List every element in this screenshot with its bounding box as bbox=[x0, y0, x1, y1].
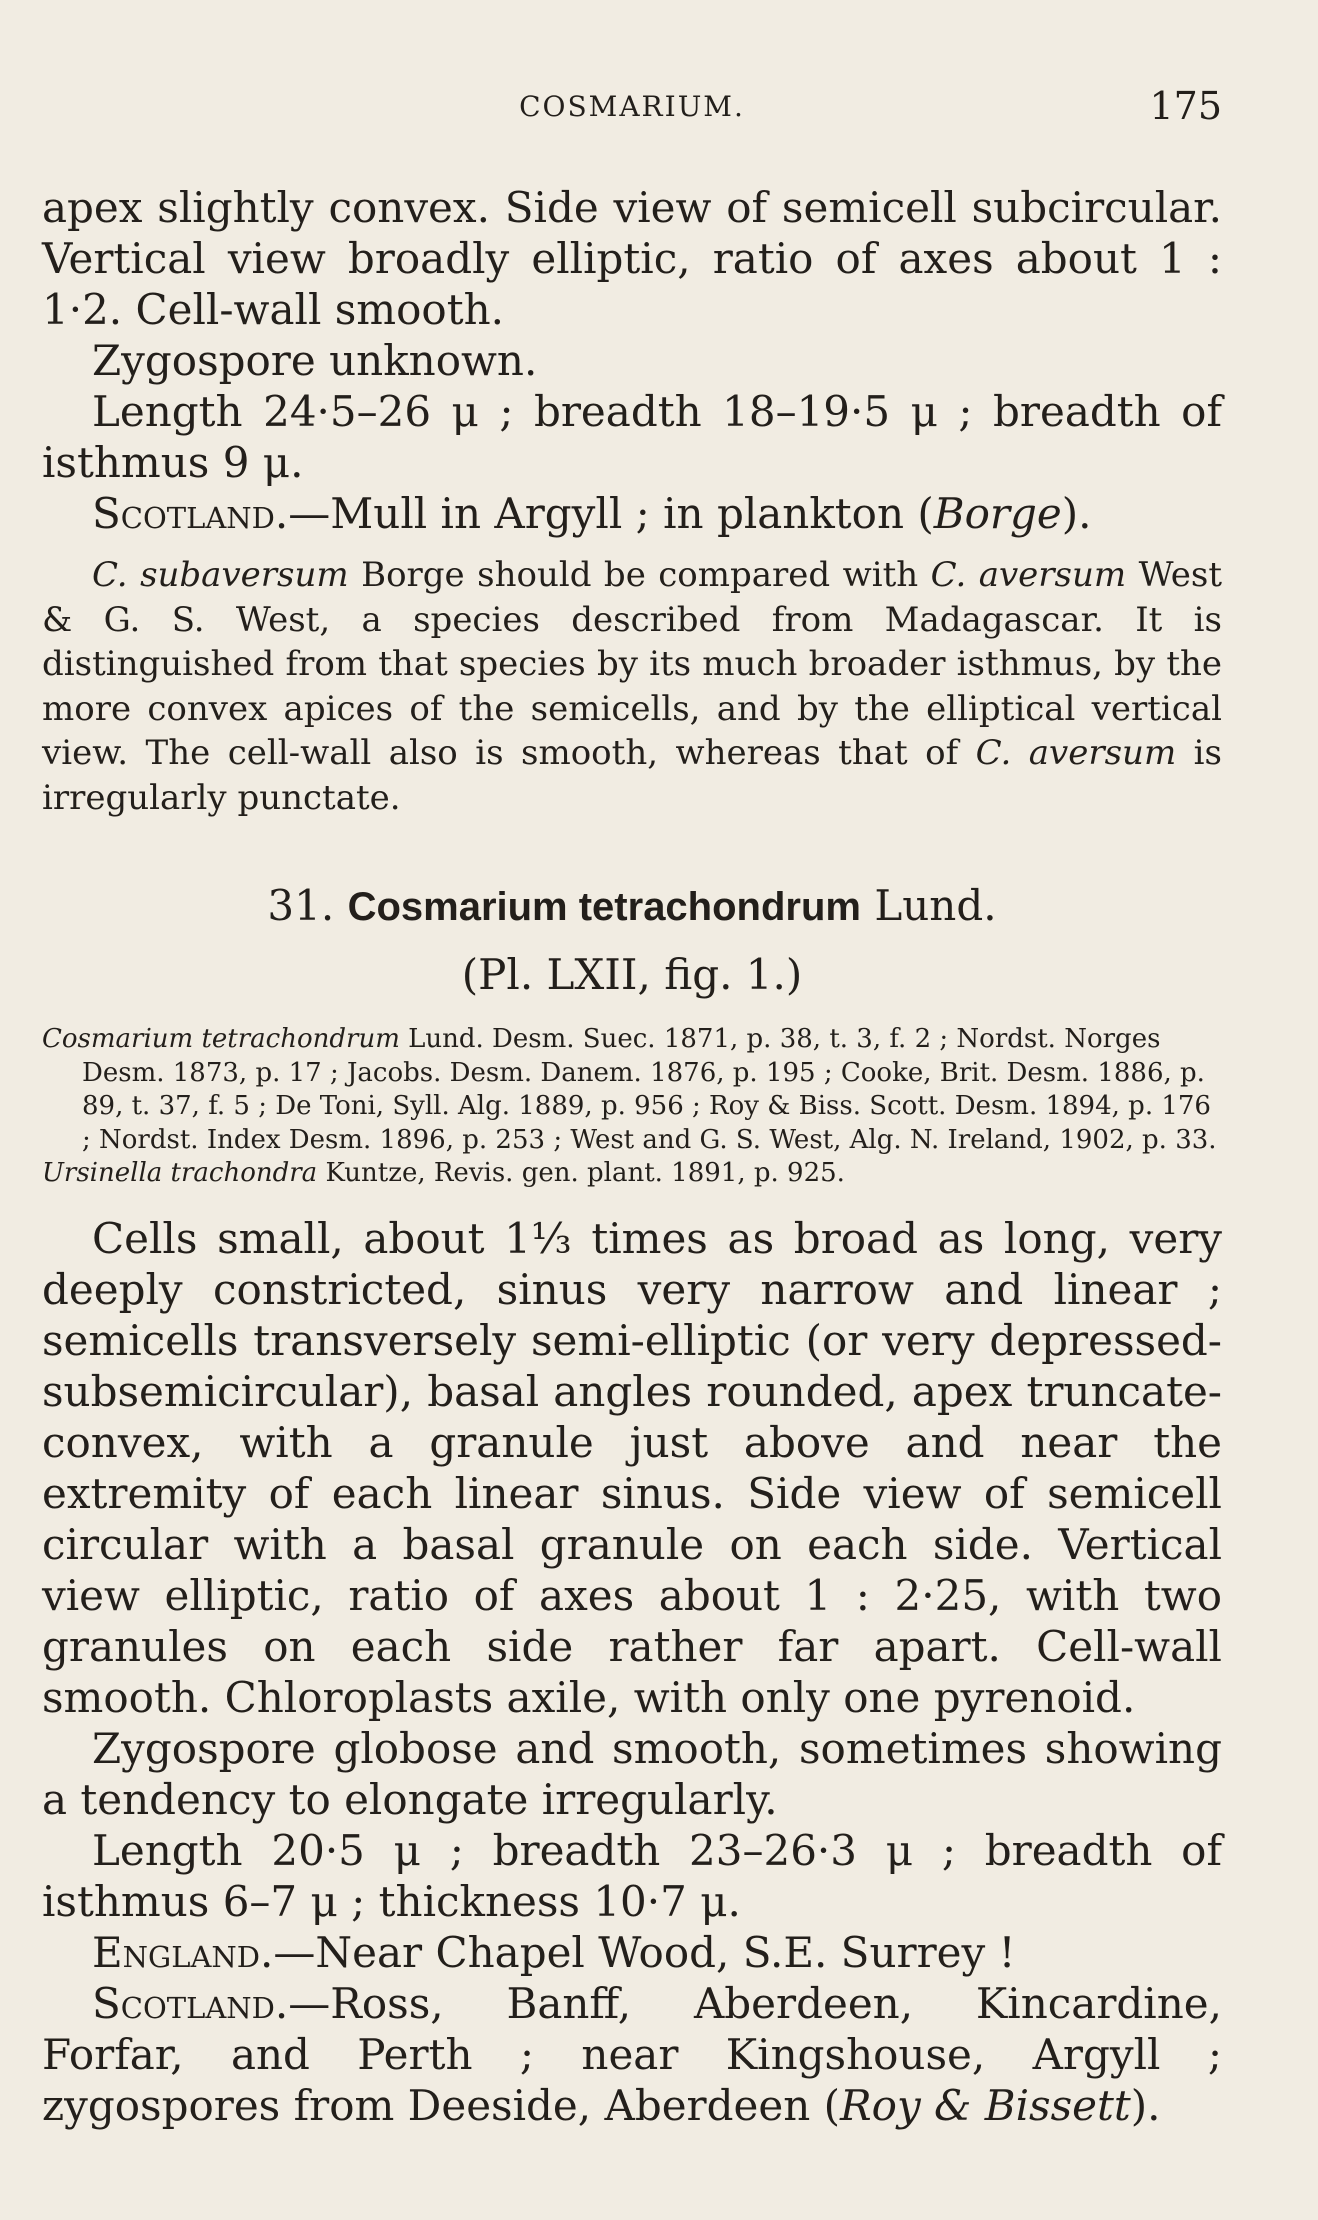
note-text-2: West & G. S. West, a species described from Madagascar. It is distinguished from that species by its much broader isthmus, by the more convex apices of the semicells, and by the elliptical vertical view. The cell-wall also is smooth, whereas that of bbox=[42, 555, 1223, 773]
paragraph-continuation: apex slightly convex. Side view of semicell subcircular. Vertical view broadly elliptic, ratio of axes about 1 : 1·2. Cell-wall smooth. bbox=[42, 183, 1222, 334]
synonym-refs-1: Lund. Desm. Suec. 1871, p. 38, t. 3, f. 2 ; Nordst. Norges Desm. 1873, p. 17 ; Jacobs. Desm. Danem. 1876, p. 195 ; Cooke, Brit. Desm. 1886, p. 89, t. 37, f. 5 ; De Toni, Syll. Alg. 1889, p. 956 ; Roy & Biss. Scott. Desm. 1894, p. 176 ; Nordst. Index Desm. 1896, p. 253 ; West and G. S. West, Alg. N. Ireland, 1902, p. 33. bbox=[82, 1024, 1217, 1155]
measurements-paragraph: Length 20·5 μ ; breadth 23–26·3 μ ; breadth of isthmus 6–7 μ ; thickness 10·7 μ. bbox=[42, 1825, 1222, 1926]
page-number: 175 bbox=[1149, 84, 1222, 128]
paragraph-measurements: Length 24·5–26 μ ; breadth 18–19·5 μ ; breadth of isthmus 9 μ. bbox=[42, 387, 1222, 487]
paragraph-zygospore: Zygospore unknown. bbox=[92, 336, 538, 385]
synonym-refs-2: Kuntze, Revis. gen. plant. 1891, p. 925. bbox=[317, 1158, 845, 1188]
paragraph-locality bbox=[42, 488, 1222, 539]
note-species-3: C. aversum bbox=[975, 733, 1177, 773]
locality-label: Scotland. bbox=[92, 489, 289, 538]
species-number: 31. bbox=[267, 881, 335, 930]
synonym-name-1: Cosmarium tetrachondrum bbox=[42, 1024, 400, 1054]
note-species-2: C. aversum bbox=[930, 555, 1127, 595]
species-author: Lund. bbox=[874, 881, 997, 930]
scotland-text: —Ross, Banff, Aberdeen, Kincardine, Forfar, and Perth ; near Kingshouse, Argyll ; zygospores from Deeside, Aberdeen ( bbox=[42, 1978, 1222, 2130]
england-text: —Near Chapel Wood, S.E. Surrey ! bbox=[273, 1927, 1016, 1977]
locality-end: ). bbox=[1061, 489, 1092, 538]
note-text-1: Borge should be compared with bbox=[348, 555, 931, 595]
england-locality bbox=[42, 1927, 1222, 1978]
locality-text: —Mull in Argyll ; in plankton ( bbox=[288, 489, 934, 538]
scotland-label: Scotland. bbox=[92, 1978, 289, 2028]
running-head: COSMARIUM. bbox=[519, 90, 745, 123]
species-heading bbox=[42, 880, 1222, 933]
species-name: Cosmarium tetrachondrum bbox=[347, 885, 861, 929]
synonym-entry-1 bbox=[42, 1023, 1222, 1157]
zygospore-paragraph: Zygospore globose and smooth, sometimes showing a tendency to elongate irregularly. bbox=[42, 1723, 1222, 1824]
plate-reference: (Pl. LXII, fig. 1.) bbox=[461, 950, 803, 999]
scotland-end: ). bbox=[1130, 2080, 1161, 2130]
page-body bbox=[42, 182, 1222, 2131]
note-text-3: is irregularly punctate. bbox=[42, 733, 1222, 818]
locality-authority: Borge bbox=[933, 489, 1062, 538]
synonym-name-2: Ursinella trachondra bbox=[42, 1158, 318, 1188]
description-paragraph: Cells small, about 1⅓ times as broad as long, very deeply constricted, sinus very narrow and linear ; semicells transversely semi-elliptic (or very depressed-subsemicircular), basal angles rounded, apex truncate-convex, with a granule just above and near the extremity of each linear sinus. Side view of semicell circular with a basal granule on each side. Vertical view elliptic, ratio of axes about 1 : 2·25, with two granules on each side rather far apart. Cell-wall smooth. Chloroplasts axile, with only one pyrenoid. bbox=[42, 1213, 1222, 1722]
note-species-1: C. subaversum bbox=[92, 555, 349, 595]
synonymy bbox=[42, 1023, 1222, 1191]
england-label: England. bbox=[92, 1927, 274, 1977]
paragraph-note bbox=[42, 553, 1222, 820]
scotland-authority: Roy & Bissett bbox=[840, 2080, 1131, 2130]
page-header bbox=[42, 84, 1222, 134]
scotland-locality bbox=[42, 1978, 1222, 2131]
synonym-entry-2 bbox=[42, 1157, 1222, 1191]
